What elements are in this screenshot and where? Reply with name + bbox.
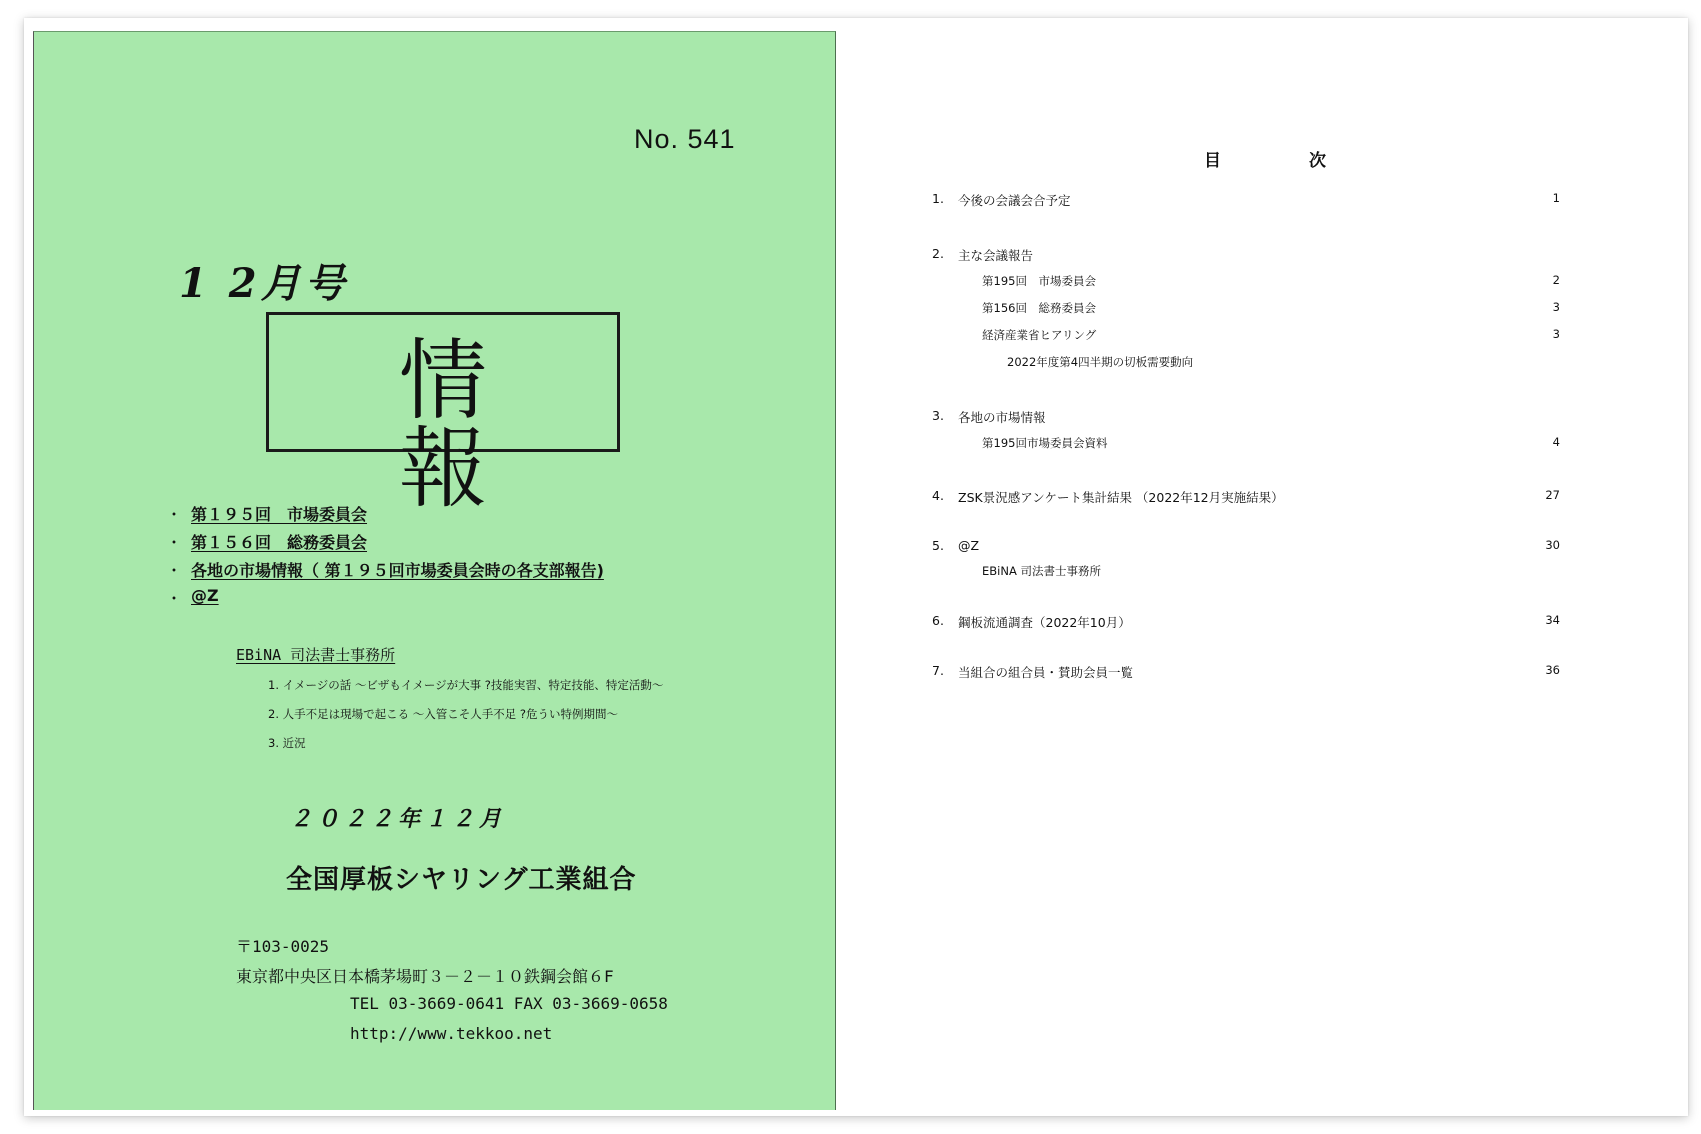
toc-entry-number: 7. <box>932 663 944 678</box>
toc-entry-number: 1. <box>932 191 944 206</box>
cover-bullet-text: 各地の市場情報（ 第１９５回市場委員会時の各支部報告) <box>191 561 604 580</box>
bullet-dot: ・ <box>166 533 183 552</box>
toc-subentry-page: 3 <box>1552 327 1560 341</box>
toc-title: 目次 <box>1204 151 1414 171</box>
toc-subentry-label: EBiNA 司法書士事務所 <box>982 564 1101 578</box>
toc-subentry-page: 3 <box>1552 300 1560 314</box>
toc-entry-number: 6. <box>932 613 944 628</box>
toc-page <box>844 18 1688 1116</box>
bullet-dot: ・ <box>166 505 183 524</box>
website-link[interactable]: http://www.tekkoo.net <box>350 1024 553 1043</box>
toc-subentry-label: 経済産業省ヒアリング <box>982 328 1097 342</box>
toc-subentry-label: 2022年度第4四半期の切板需要動向 <box>1007 355 1194 369</box>
toc-subentry-label: 第195回 市場委員会 <box>982 274 1096 288</box>
toc-entry-label: 今後の会議会合予定 <box>958 193 1071 208</box>
cover-article: 3. 近況 <box>268 736 306 750</box>
toc-entry-label: 鋼板流通調査（2022年10月） <box>958 615 1131 630</box>
title-box <box>266 312 620 520</box>
address: 東京都中央区日本橋茅場町３－２－１０鉄鋼会館６F <box>236 967 614 986</box>
cover-sub-org: EBiNA 司法書士事務所 <box>236 646 396 664</box>
cover-bullet-text: 第１９５回 市場委員会 <box>191 505 368 524</box>
toc-entry-label: 当組合の組合員・賛助会員一覧 <box>958 665 1134 680</box>
toc-subentry-label: 第156回 総務委員会 <box>982 301 1096 315</box>
toc-entry-page: 34 <box>1545 613 1560 627</box>
toc-entry-label: 主な会議報告 <box>958 248 1034 263</box>
toc-entry-number: 5. <box>932 538 944 553</box>
cover-bullet-text: @Z <box>191 586 219 605</box>
document-spread <box>24 18 1688 1116</box>
cover-article: 2. 人手不足は現場で起こる ～入管こそ人手不足 ?危うい特例期間～ <box>268 707 619 721</box>
toc-subentry-page: 4 <box>1552 435 1560 449</box>
toc-entry-number: 4. <box>932 488 944 503</box>
toc-entry-label: ZSK景況感アンケート集計結果 （2022年12月実施結果） <box>958 490 1284 505</box>
bullet-dot: ・ <box>166 589 183 608</box>
toc-entry-label: @Z <box>958 538 980 553</box>
tel-fax: TEL 03-3669-0641 FAX 03-3669-0658 <box>350 994 668 1013</box>
toc-entry-page: 36 <box>1545 663 1560 677</box>
toc-subentry-label: 第195回市場委員会資料 <box>982 436 1108 450</box>
toc-entry-page: 1 <box>1552 191 1560 205</box>
issue-month: 1 2月号 <box>179 260 349 307</box>
toc-entry-number: 2. <box>932 246 944 261</box>
postal-code: 〒103-0025 <box>236 937 330 956</box>
issue-number: No. 541 <box>634 124 736 154</box>
bullet-dot: ・ <box>166 561 183 580</box>
toc-entry-number: 3. <box>932 408 944 423</box>
cover-page <box>33 31 836 1110</box>
toc-entry-page: 27 <box>1545 488 1560 502</box>
cover-title: 情 報 <box>398 329 577 520</box>
toc-subentry-page: 2 <box>1552 273 1560 287</box>
toc-entry-label: 各地の市場情報 <box>958 410 1046 425</box>
cover-bullet-text: 第１５６回 総務委員会 <box>191 533 368 552</box>
cover-article: 1. イメージの話 ～ビザもイメージが大事 ?技能実習、特定技能、特定活動～ <box>268 678 664 692</box>
toc-entry-page: 30 <box>1545 538 1560 552</box>
issue-date: ２０２２年１２月 <box>290 806 507 832</box>
organization-name: 全国厚板シヤリング工業組合 <box>286 865 637 895</box>
